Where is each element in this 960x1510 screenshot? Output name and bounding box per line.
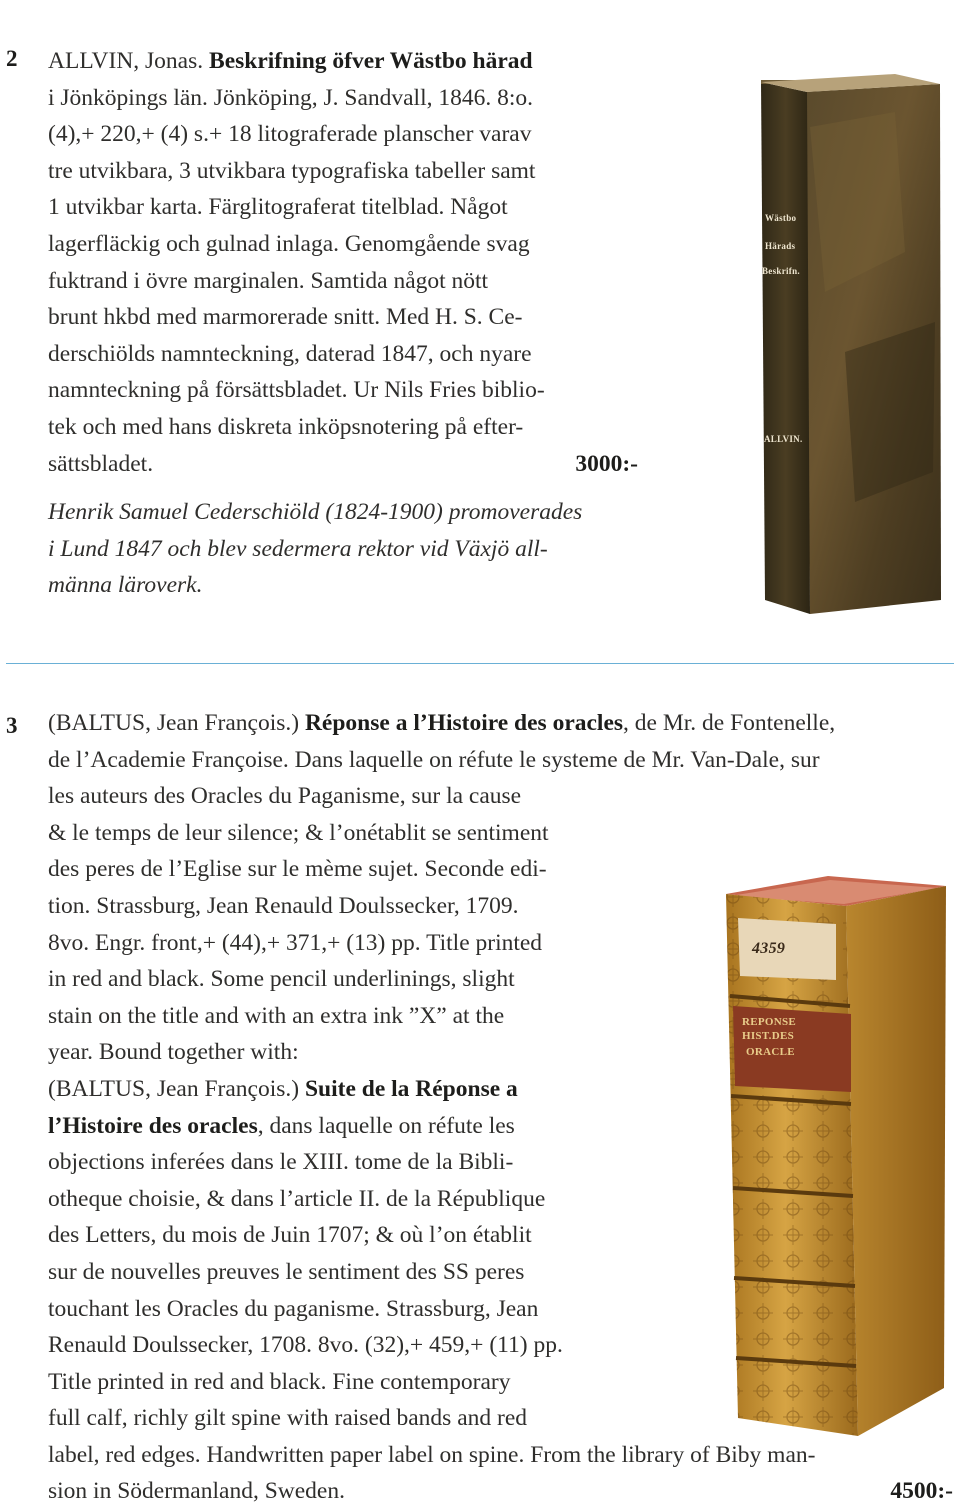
entry-line (48, 705, 953, 742)
note-line: Henrik Samuel Cederschiöld (1824-1900) promoverades (48, 499, 583, 526)
entry-line: stain on the title and with an extra ink ”X” at the (48, 1002, 505, 1029)
entry-line (48, 1473, 953, 1510)
spine-label: REPONSE (742, 1016, 797, 1028)
entry-line: & le temps de leur silence; & l’onétablit se sentiment (48, 819, 549, 846)
spine-label: ALLVIN. (764, 434, 803, 444)
spine-label: Wästbo (765, 213, 797, 223)
entry-line: de l’Academie Françoise. Dans laquelle on réfute le systeme de Mr. Van-Dale, sur (48, 746, 820, 773)
book-title: Suite de la Réponse a (304, 1075, 518, 1102)
spine-label: HIST.DES (742, 1030, 795, 1042)
note-line: männa läroverk. (48, 572, 203, 599)
entry-line: i Jönköpings län. Jönköping, J. Sandvall, 1846. 8:o. (48, 84, 534, 111)
price: 3000:- (575, 450, 638, 477)
note-line: i Lund 1847 och blev sedermera rektor vid Växjö all- (48, 535, 548, 562)
book-photo-allvin (755, 52, 945, 617)
price: 4500:- (890, 1478, 953, 1505)
entry-line: full calf, richly gilt spine with raised bands and red (48, 1405, 528, 1432)
book-title: Beskrifning öfver Wästbo härad (209, 48, 533, 74)
book-title: Réponse a l’Histoire des oracles (304, 710, 624, 736)
entry-description (48, 43, 648, 604)
entry-line: touchant les Oracles du paganisme. Strassburg, Jean (48, 1295, 539, 1322)
entry-line: des peres de l’Eglise sur le mème sujet. Seconde edi- (48, 856, 547, 883)
entry-line (48, 446, 638, 483)
entry-line: namnteckning på försättsbladet. Ur Nils Fries biblio- (48, 377, 545, 404)
entry-line: Title printed in red and black. Fine contemporary (48, 1368, 511, 1395)
entry-line (48, 43, 648, 80)
entry-line: objections inferées dans le XIII. tome de la Bibli- (48, 1149, 514, 1176)
entry-line: otheque choisie, & dans l’article II. de la République (48, 1185, 546, 1212)
entry-line: label, red edges. Handwritten paper label on spine. From the library of Biby man- (48, 1441, 816, 1468)
entry-line: tre utvikbara, 3 utvikbara typografiska tabeller samt (48, 157, 536, 184)
entry-line: tek och med hans diskreta inköpsnotering på efter- (48, 413, 524, 440)
entry-line: tion. Strassburg, Jean Renauld Doulssecker, 1709. (48, 892, 519, 919)
spine-handwritten-label: 4359 (752, 940, 786, 957)
entry-line-text: , dans laquelle on réfute les (257, 1112, 515, 1139)
author: (BALTUS, Jean François.) (48, 710, 305, 736)
entry-line: sur de nouvelles preuves le sentiment des SS peres (48, 1258, 525, 1285)
entry-line: fuktrand i övre marginalen. Samtida något nött (48, 267, 489, 294)
entry-line: 8vo. Engr. front,+ (44),+ 371,+ (13) pp. Title printed (48, 929, 543, 956)
entry-line-text: , de Mr. de Fontenelle, (623, 710, 836, 736)
book-title: l’Histoire des oracles (48, 1112, 258, 1139)
entry-line: 1 utvikbar karta. Färglitograferat titelblad. Något (48, 194, 508, 221)
section-divider (6, 663, 954, 664)
entry-line-text: sättsbladet. (48, 450, 154, 477)
spine-label: Härads (765, 241, 796, 251)
entry-line-text: sion in Södermanland, Sweden. (48, 1478, 345, 1505)
entry-line: derschiölds namnteckning, daterad 1847, och nyare (48, 340, 532, 367)
entry-line: brunt hkbd med marmorerade snitt. Med H. S. Ce- (48, 304, 523, 331)
entry-line: les auteurs des Oracles du Paganisme, sur la cause (48, 783, 522, 810)
entry-line: in red and black. Some pencil underlinings, slight (48, 966, 515, 993)
author: ALLVIN, Jonas. (48, 48, 210, 74)
entry-number: 2 (6, 46, 18, 71)
entry-number: 3 (6, 713, 18, 738)
spine-label: Beskrifn. (762, 266, 800, 276)
entry-line: Renauld Doulssecker, 1708. 8vo. (32),+ 459,+ (11) pp. (48, 1332, 563, 1359)
entry-line: lagerfläckig och gulnad inlaga. Genomgående svag (48, 230, 530, 257)
entry-line: (4),+ 220,+ (4) s.+ 18 litograferade planscher varav (48, 121, 532, 148)
author: (BALTUS, Jean François.) (48, 1075, 305, 1102)
spine-label: ORACLE (746, 1046, 795, 1058)
entry-line: year. Bound together with: (48, 1039, 299, 1066)
entry-line: des Letters, du mois de Juin 1707; & où l’on établit (48, 1222, 532, 1249)
